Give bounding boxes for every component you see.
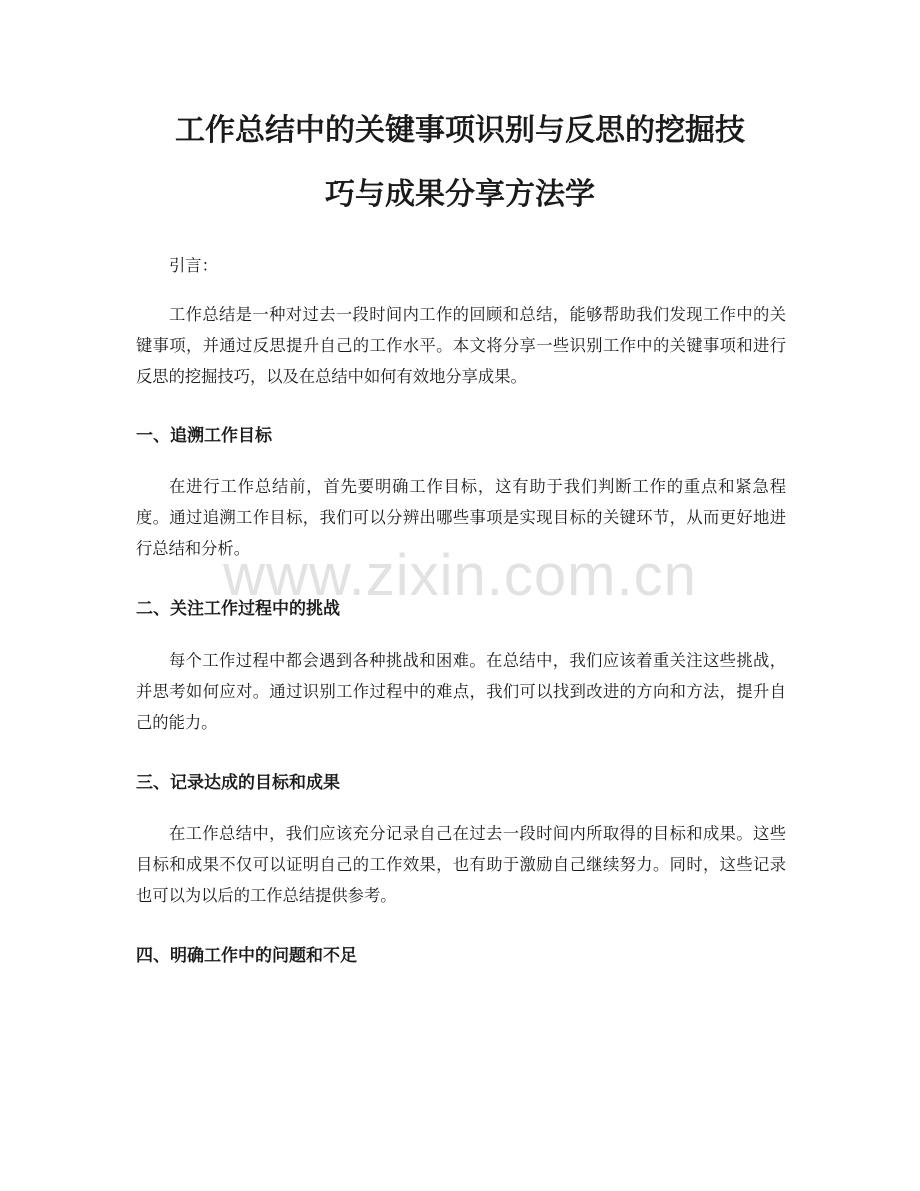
- watermark: www.zixin.com.cn: [223, 543, 697, 608]
- section-body-1: 在进行工作总结前，首先要明确工作目标，这有助于我们判断工作的重点和紧急程度。通过追溯工作目标，我们可以分辨出哪些事项是实现目标的关键环节，从而更好地进行总结和分析。: [136, 477, 786, 558]
- document-title-line-1: 工作总结中的关键事项识别与反思的挖掘技: [175, 113, 745, 148]
- section-heading-2: 二、关注工作过程中的挑战: [136, 599, 340, 619]
- section-heading-1: 一、追溯工作目标: [136, 426, 272, 446]
- section-heading-3: 三、记录达成的目标和成果: [136, 773, 340, 793]
- intro-label: 引言：: [169, 256, 218, 275]
- section-heading-4: 四、明确工作中的问题和不足: [136, 946, 357, 966]
- intro-paragraph: 工作总结是一种对过去一段时间内工作的回顾和总结，能够帮助我们发现工作中的关键事项，并通过反思提升自己的工作水平。本文将分享一些识别工作中的关键事项和进行反思的挖掘技巧，以及在总结中如何有效地分享成果。: [136, 305, 786, 386]
- section-body-3: 在工作总结中，我们应该充分记录自己在过去一段时间内所取得的目标和成果。这些目标和成果不仅可以证明自己的工作效果，也有助于激励自己继续努力。同时，这些记录也可以为以后的工作总结提供参考。: [136, 824, 786, 905]
- section-body-2: 每个工作过程中都会遇到各种挑战和困难。在总结中，我们应该着重关注这些挑战，并思考如何应对。通过识别工作过程中的难点，我们可以找到改进的方向和方法，提升自己的能力。: [136, 651, 786, 732]
- document-title-line-2: 巧与成果分享方法学: [325, 177, 595, 212]
